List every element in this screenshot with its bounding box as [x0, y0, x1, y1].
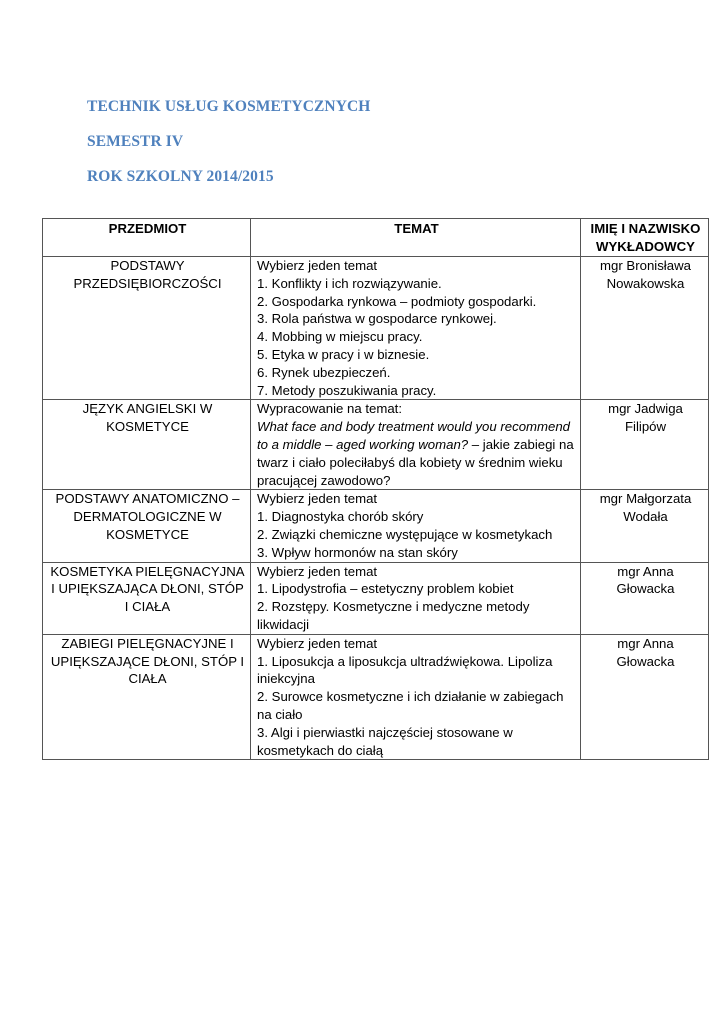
topic-cell: [251, 634, 581, 760]
topic-line: 3. Wpływ hormonów na stan skóry: [257, 544, 458, 560]
topic-line: Wypracowanie na temat:: [257, 401, 403, 417]
topic-line: 2. Gospodarka rynkowa – podmioty gospodarki.: [257, 293, 537, 309]
topic-text: – jakie zabiegi na twarz i ciało poleciłabyś dla kobiety w średnim wieku pracującej zawodowo?: [257, 436, 574, 488]
lecturer-cell: mgr Anna Głowacka: [581, 634, 709, 760]
topic-line: 1. Lipodystrofia – estetyczny problem kobiet: [257, 581, 514, 597]
topic-line: 1. Konflikty i ich rozwiązywanie.: [257, 275, 442, 291]
subject-cell: JĘZYK ANGIELSKI W KOSMETYCE: [43, 400, 251, 490]
topic-line: Wybierz jeden temat: [257, 258, 378, 273]
topic-cell: [251, 562, 581, 634]
lecturer-cell: mgr Jadwiga Filipów: [581, 400, 709, 490]
topic-cell: [251, 400, 581, 490]
topic-line: 3. Rola państwa w gospodarce rynkowej.: [257, 311, 497, 327]
table-row: [43, 562, 709, 634]
topic-line: Wybierz jeden temat: [257, 563, 378, 579]
school-year-heading: ROK SZKOLNY 2014/2015: [87, 168, 274, 185]
lecturer-cell: mgr Bronisława Nowakowska: [581, 257, 709, 400]
subject-cell: PODSTAWY PRZEDSIĘBIORCZOŚCI: [43, 257, 251, 400]
topic-line: 4. Mobbing w miejscu pracy.: [257, 329, 423, 345]
topic-line: Wybierz jeden temat: [257, 635, 378, 651]
topic-cell: [251, 490, 581, 562]
subject-cell: PODSTAWY ANATOMICZNO – DERMATOLOGICZNE W KOSMETYCE: [43, 490, 251, 562]
table-row: [43, 490, 709, 562]
topic-line: Wybierz jeden temat: [257, 491, 378, 507]
topic-line: 6. Rynek ubezpieczeń.: [257, 364, 391, 380]
topic-line: 1. Liposukcja a liposukcja ultradźwiękowa. Lipoliza iniekcyjna: [257, 653, 553, 687]
column-header-subject: PRZEDMIOT: [43, 219, 251, 257]
table-row: [43, 400, 709, 490]
topic-line: 7. Metody poszukiwania pracy.: [257, 382, 437, 398]
table-row: [43, 257, 709, 400]
topic-line: 3. Algi i pierwiastki najczęściej stosowane w kosmetykach do ciałą: [257, 724, 513, 758]
semester-heading: SEMESTR IV: [87, 133, 184, 150]
column-header-lecturer: IMIĘ I NAZWISKO WYKŁADOWCY: [581, 219, 709, 257]
topic-line: 2. Surowce kosmetyczne i ich działanie w zabiegach na ciało: [257, 689, 564, 722]
lecturer-cell: mgr Anna Głowacka: [581, 562, 709, 634]
document-title: TECHNIK USŁUG KOSMETYCZNYCH: [87, 98, 371, 115]
column-header-topic: TEMAT: [251, 219, 581, 257]
topic-line: 5. Etyka w pracy i w biznesie.: [257, 346, 430, 362]
subject-cell: ZABIEGI PIELĘGNACYJNE I UPIĘKSZAJĄCE DŁONI, STÓP I CIAŁA: [43, 634, 251, 760]
topic-line: 1. Diagnostyka chorób skóry: [257, 509, 424, 525]
lecturer-cell: mgr Małgorzata Wodała: [581, 490, 709, 562]
topic-italic-text: What face and body treatment would you recommend to a middle – aged working woman?: [257, 419, 571, 452]
topic-line: 2. Związki chemiczne występujące w kosmetykach: [257, 526, 553, 542]
topic-line: 2. Rozstępy. Kosmetyczne i medyczne metody likwidacji: [257, 599, 530, 632]
subject-cell: KOSMETYKA PIELĘGNACYJNA I UPIĘKSZAJĄCA DŁONI, STÓP I CIAŁA: [43, 562, 251, 634]
topic-cell: [251, 257, 581, 400]
table-header-row: [43, 219, 709, 257]
table-row: [43, 634, 709, 760]
topics-table: [42, 218, 709, 760]
